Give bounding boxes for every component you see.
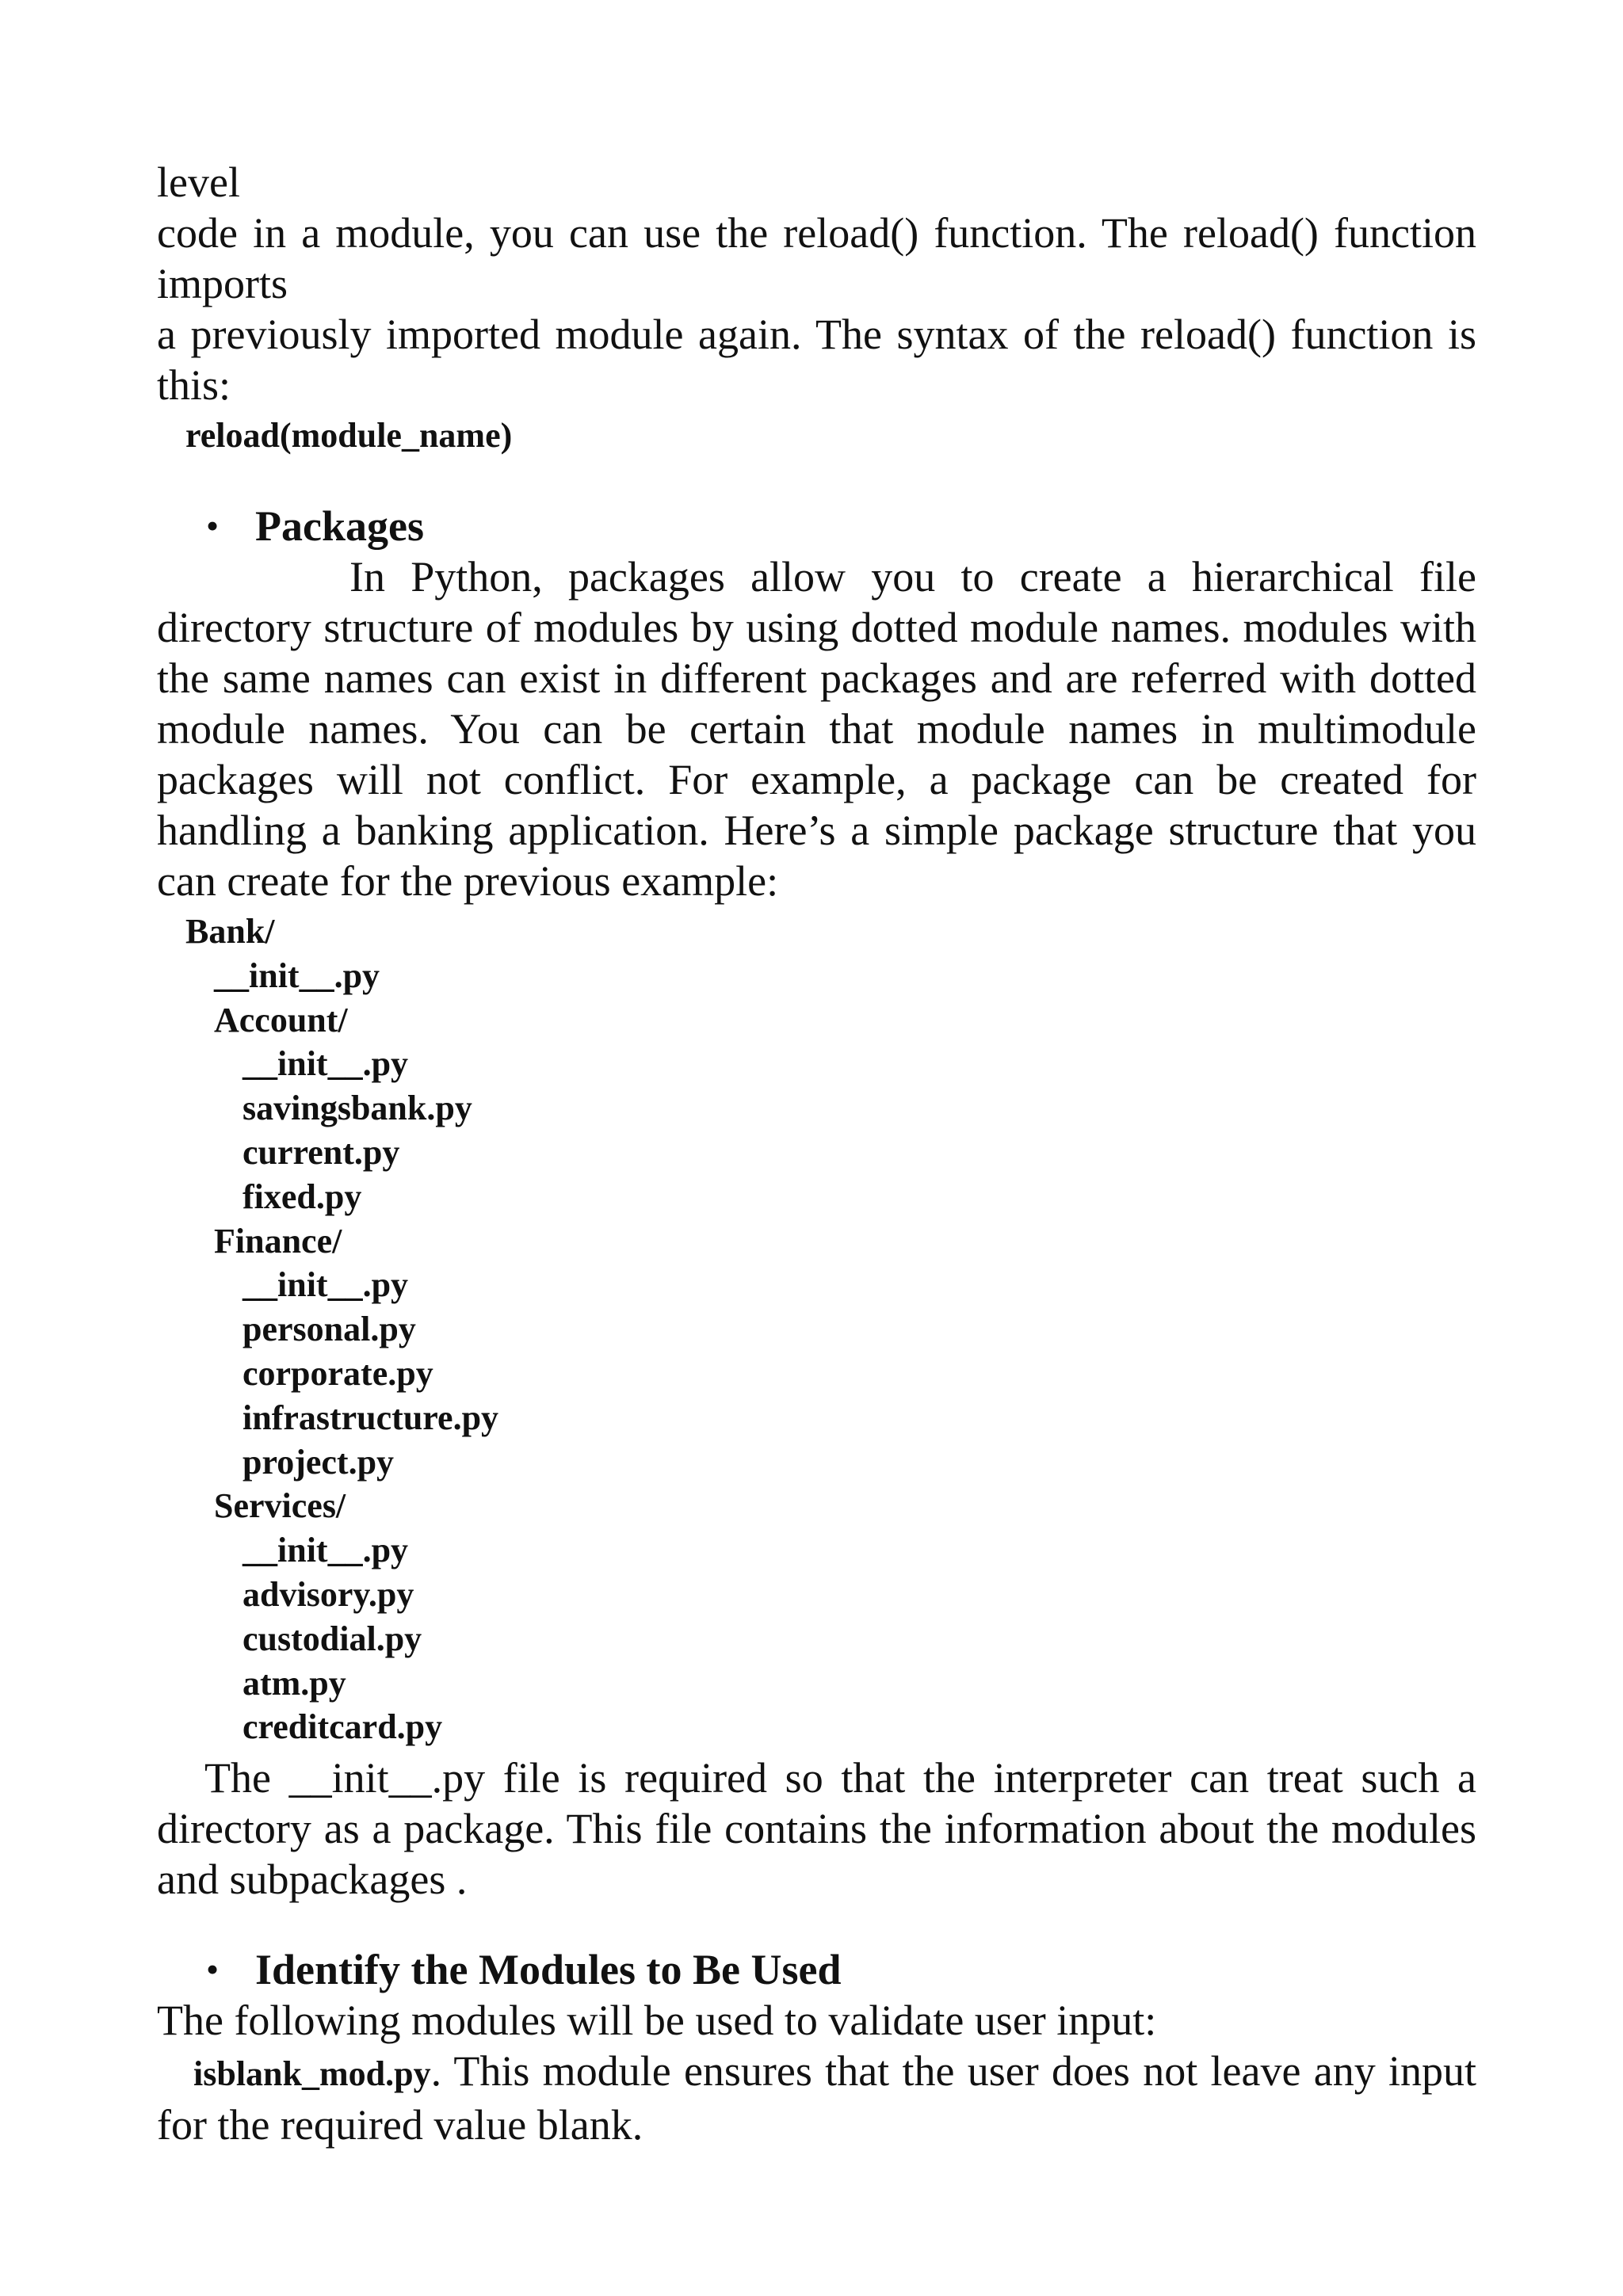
tree-file: atm.py [242,1663,346,1703]
modules-section [157,1944,1476,2150]
intro-line: level [157,158,240,206]
reload-syntax-code: reload(module_name) [185,416,513,455]
tree-file: __init__.py [214,955,380,995]
packages-paragraph: In Python, packages allow you to create a hierarchical file directory structure of modules by using dotted module names. modules with the same names can exist in different packages and are referred with dotted module names. You can be certain that module names in multimodule packages will not conflict. For example, a package can be created for handling a banking application. Here’s a simple package structure that you can create for the previous example: [157,553,1476,905]
bullet-icon: • [206,1949,220,1989]
bullet-icon: • [206,505,220,546]
intro-line: a previously imported module again. The syntax of the reload() function is [157,311,1476,358]
intro-section [157,157,1476,458]
modules-heading-text: Identify the Modules to Be Used [255,1946,842,1993]
package-tree [157,910,1476,1749]
tree-file: fixed.py [242,1177,362,1216]
intro-line: this: [157,361,231,409]
tree-folder: Bank/ [185,912,275,951]
packages-section [157,501,1476,1905]
intro-line: imports [157,260,288,307]
tree-folder: Services/ [214,1486,346,1526]
intro-line: code in a module, you can use the reload() function. The reload() function [157,209,1476,257]
tree-folder: Finance/ [214,1221,342,1261]
tree-file: current.py [242,1132,400,1172]
tree-file: __init__.py [242,1044,409,1084]
tree-file: __init__.py [242,1531,409,1570]
tree-file: infrastructure.py [242,1398,499,1437]
tree-file: corporate.py [242,1353,433,1393]
tree-file: advisory.py [242,1574,414,1614]
tree-file: project.py [242,1442,395,1482]
tree-file: __init__.py [242,1265,409,1305]
tree-file: creditcard.py [242,1707,443,1747]
modules-heading [157,1944,1476,1995]
tree-file: personal.py [242,1310,416,1349]
tree-folder: Account/ [214,1000,348,1039]
tree-file: savingsbank.py [242,1089,472,1128]
init-explanation-paragraph: The __init__.py file is required so that the interpreter can treat such a directory as a package. This file contains the information about the modules and subpackages . [157,1754,1476,1904]
isblank-module-description: . This module ensures that the user does not leave any input for the required value blank. [157,2047,1476,2149]
tree-file: custodial.py [242,1619,422,1658]
isblank-module-name: isblank_mod.py [193,2054,431,2093]
modules-intro: The following modules will be used to validate user input: [157,1997,1157,2044]
isblank-module-paragraph [157,2046,1476,2150]
packages-heading-text: Packages [255,502,424,550]
packages-heading [157,501,1476,551]
